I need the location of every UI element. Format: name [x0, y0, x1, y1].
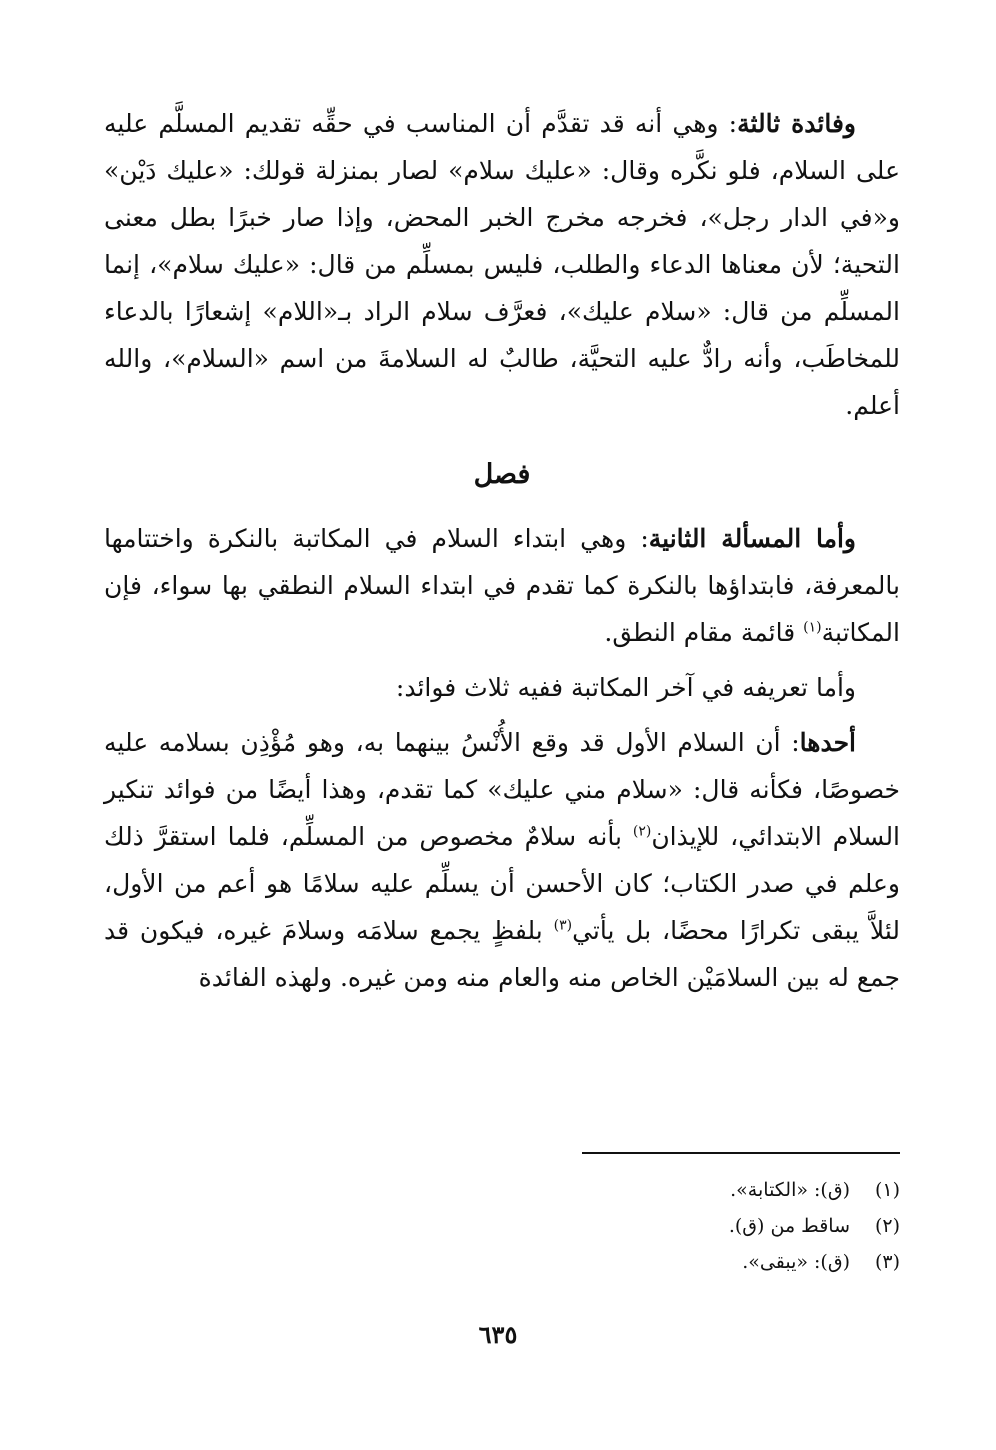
section-heading: فصل	[473, 459, 531, 490]
paragraph-lead: وفائدة ثالثة	[737, 109, 856, 138]
footnote-text: (ق): «يبقى».	[742, 1251, 850, 1273]
paragraph-three-benefits	[104, 664, 900, 711]
footnote-number: (٣)	[874, 1251, 900, 1273]
footnote-text: (ق): «الكتابة».	[730, 1179, 850, 1201]
footnote-number: (١)	[874, 1179, 900, 1201]
paragraph-text: وأما تعريفه في آخر المكاتبة ففيه ثلاث فوائد:	[395, 673, 856, 702]
footnotes	[400, 1172, 900, 1280]
footnote-divider	[582, 1152, 900, 1154]
paragraph-second-issue	[104, 515, 900, 656]
footnote-ref: (٣)	[553, 917, 573, 934]
footnote-number: (٢)	[874, 1215, 900, 1237]
page-number: ٦٣٥	[478, 1320, 518, 1349]
footnote-item	[400, 1172, 900, 1208]
page-body	[104, 100, 900, 1001]
paragraph-lead: أحدها	[799, 728, 856, 757]
footnote-item	[400, 1208, 900, 1244]
paragraph-text: : وهي أنه قد تقدَّم أن المناسب في حقِّه تقديم المسلَّم عليه على السلام، فلو نكَّره وقال: «عليك سلام» لصار بمنزلة قولك: «عليك دَيْن» و«في الدار رجل»، فخرجه مخرج الخبر المحض، وإذا صار خبرًا بطل معنى التحية؛ لأن معناها الدعاء والطلب، فليس بمسلِّم من قال: «عليك سلام»، إنما المسلِّم من قال: «سلام عليك»، فعرَّف سلام الراد بـ«اللام» إشعارًا بالدعاء للمخاطَب، وأنه رادٌّ عليه التحيَّة، طالبٌ له السلامةَ من اسم «السلام»، والله أعلم.	[104, 109, 900, 420]
paragraph-first-benefit	[104, 719, 900, 1001]
paragraph-lead: وأما المسألة الثانية	[648, 524, 856, 553]
footnote-ref: (١)	[803, 619, 822, 636]
paragraph-text: : وهي ابتداء السلام في المكاتبة بالنكرة واختتامها بالمعرفة، فابتداؤها بالنكرة كما تقدم في ابتداء السلام النطقي بها سواء، فإن المكاتبة	[104, 524, 900, 647]
footnote-text: ساقط من (ق).	[728, 1215, 850, 1237]
paragraph-third-benefit	[104, 100, 900, 429]
footnote-ref: (٢)	[632, 823, 652, 840]
footnote-item	[400, 1244, 900, 1280]
paragraph-text: : أن السلام الأول قد وقع الأُنْسُ بينهما به، وهو مُؤْذِن بسلامه عليه خصوصًا، فكأنه قال: «سلام مني عليك» كما تقدم، وهذا أيضًا من فوائد تنكير السلام الابتدائي، للإيذان	[104, 728, 901, 851]
paragraph-text: بلفظٍ يجمع سلامَه وسلامَ غيره، فيكون قد جمع له بين السلامَيْن الخاص منه والعام منه ومن غيره. ولهذه الفائدة	[104, 916, 900, 992]
paragraph-text: بأنه سلامٌ مخصوص من المسلِّم، فلما استقرَّ ذلك وعلم في صدر الكتاب؛ كان الأحسن أن يسلِّم عليه سلامًا هو أعم من الأول، لئلاَّ يبقى تكرارًا محضًا، بل يأتي	[104, 822, 900, 945]
paragraph-text: قائمة مقام النطق.	[604, 618, 804, 647]
